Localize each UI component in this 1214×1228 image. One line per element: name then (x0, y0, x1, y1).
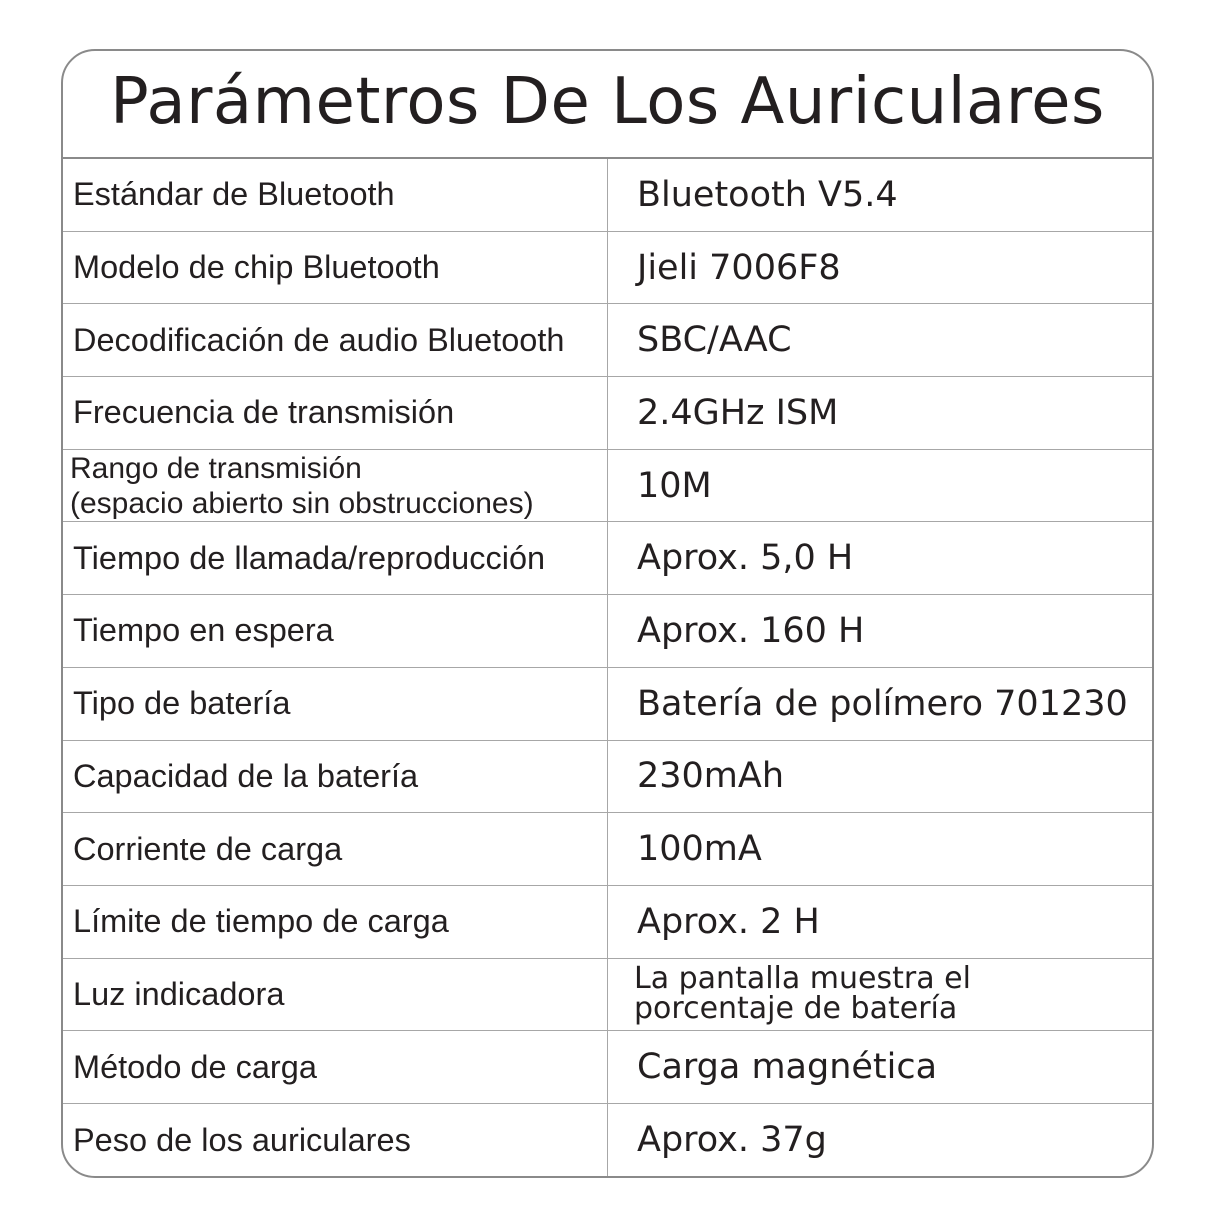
spec-value: 2.4GHz ISM (637, 392, 839, 433)
spec-row (63, 450, 1152, 523)
spec-value: La pantalla muestra el porcentaje de batería (634, 961, 971, 1027)
spec-label: Tiempo en espera (63, 595, 608, 667)
spec-row (63, 741, 1152, 814)
spec-label: Estándar de Bluetooth (63, 159, 608, 231)
spec-value: Aprox. 5,0 H (637, 538, 854, 579)
spec-value: Aprox. 2 H (637, 901, 820, 942)
spec-row (63, 668, 1152, 741)
spec-value: 230mAh (637, 756, 785, 797)
spec-label: Tiempo de llamada/reproducción (63, 522, 608, 594)
spec-label: Método de carga (63, 1031, 608, 1103)
spec-label: Rango de transmisión (espacio abierto sin obstrucciones) (63, 450, 608, 522)
spec-rows (63, 159, 1152, 1177)
spec-row (63, 377, 1152, 450)
title-bar (63, 51, 1152, 159)
spec-label: Límite de tiempo de carga (63, 886, 608, 958)
spec-row (63, 959, 1152, 1032)
spec-label: Frecuencia de transmisión (63, 377, 608, 449)
spec-row (63, 159, 1152, 232)
spec-label: Peso de los auriculares (63, 1104, 608, 1177)
spec-row (63, 886, 1152, 959)
spec-value: Jieli 7006F8 (637, 247, 841, 288)
spec-table-card (61, 49, 1154, 1178)
spec-label: Decodificación de audio Bluetooth (63, 304, 608, 376)
spec-value: Carga magnética (637, 1047, 938, 1088)
spec-row (63, 595, 1152, 668)
spec-row (63, 522, 1152, 595)
spec-value: Batería de polímero 701230 (637, 683, 1128, 724)
spec-label: Capacidad de la batería (63, 741, 608, 813)
spec-value: Bluetooth V5.4 (637, 174, 898, 215)
spec-row (63, 1031, 1152, 1104)
spec-row (63, 1104, 1152, 1177)
spec-value: Aprox. 160 H (637, 610, 865, 651)
spec-label: Modelo de chip Bluetooth (63, 232, 608, 304)
spec-value: SBC/AAC (637, 320, 792, 361)
page-title: Parámetros De Los Auriculares (110, 65, 1105, 139)
spec-label: Luz indicadora (63, 959, 608, 1031)
spec-value: Aprox. 37g (637, 1120, 827, 1161)
spec-row (63, 304, 1152, 377)
spec-row (63, 813, 1152, 886)
spec-label: Tipo de batería (63, 668, 608, 740)
spec-label: Corriente de carga (63, 813, 608, 885)
spec-row (63, 232, 1152, 305)
spec-value: 10M (637, 465, 712, 506)
spec-value: 100mA (637, 829, 762, 870)
